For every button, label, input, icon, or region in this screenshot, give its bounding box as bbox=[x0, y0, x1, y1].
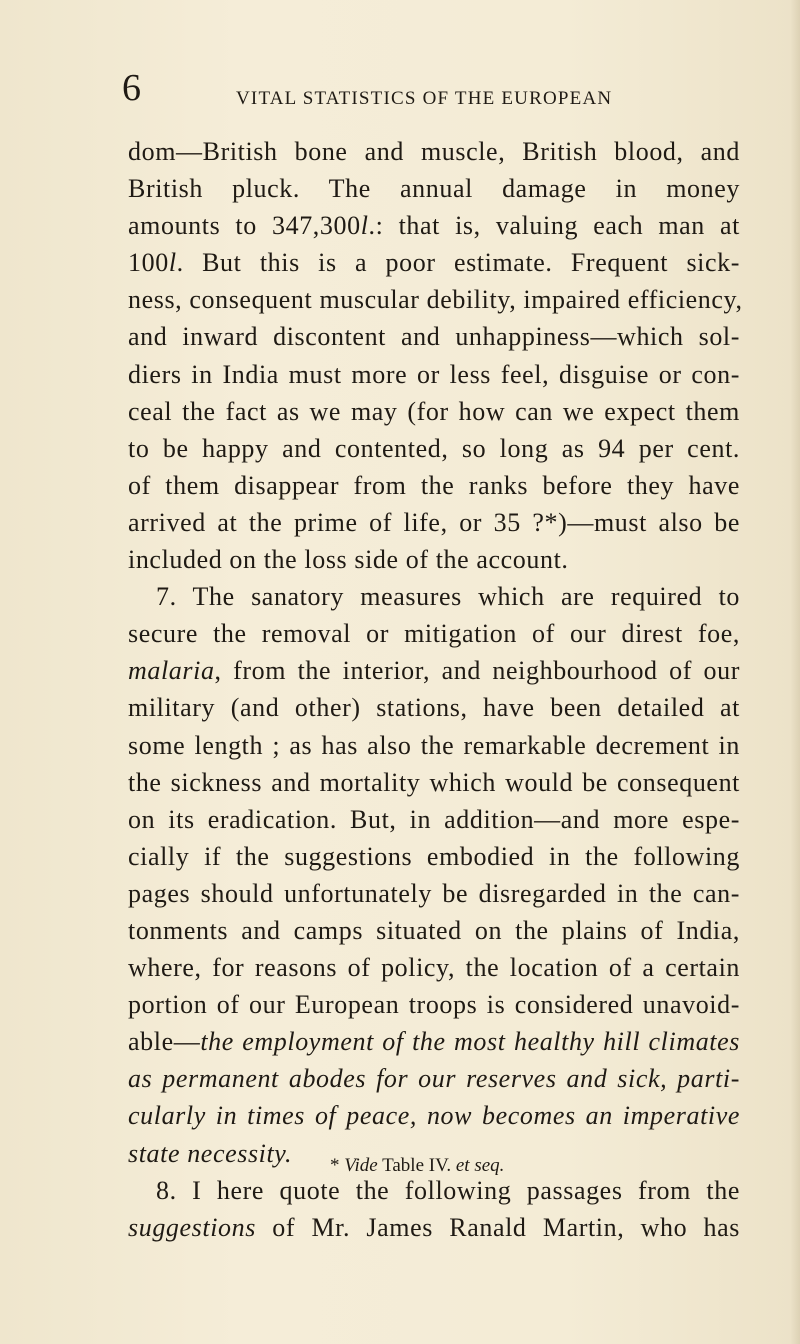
text-line: as permanent abodes for our reserves and sick, parti- bbox=[128, 1064, 740, 1094]
text-line: dom—British bone and muscle, British blood, and bbox=[128, 137, 740, 166]
text-line: portion of our European troops is considered unavoid- bbox=[128, 990, 740, 1020]
text-line: able—the employment of the most healthy hill climates bbox=[128, 1027, 740, 1057]
text-line: pages should unfortunately be disregarded in the can- bbox=[128, 878, 740, 908]
text-line: British pluck. The annual damage in money bbox=[128, 174, 740, 204]
footnote: * Vide Table IV. et seq. bbox=[330, 1155, 505, 1176]
page-number: 6 bbox=[122, 67, 141, 109]
text-line: cularly in times of peace, now becomes an imperative bbox=[128, 1101, 740, 1131]
text-line: ness, consequent muscular debility, impaired efficiency, bbox=[128, 285, 743, 315]
text-line: to be happy and contented, so long as 94 per cent. bbox=[128, 433, 740, 463]
text-line: tonments and camps situated on the plains of India, bbox=[128, 915, 740, 945]
text-line: military (and other) stations, have been detailed at bbox=[128, 693, 740, 723]
paragraph-8-start: 8. I here quote the following passages from the bbox=[156, 1175, 740, 1205]
page-edge-shadow bbox=[790, 0, 800, 1344]
text-line: secure the removal or mitigation of our direst foe, bbox=[128, 619, 740, 649]
text-line: 100l. But this is a poor estimate. Frequent sick- bbox=[128, 248, 740, 278]
paragraph-7-start: 7. The sanatory measures which are required to bbox=[156, 582, 740, 612]
body-text bbox=[128, 133, 743, 1246]
text-line: cially if the suggestions embodied in the following bbox=[128, 841, 740, 871]
text-line: malaria, from the interior, and neighbourhood of our bbox=[128, 656, 740, 686]
text-line: some length ; as has also the remarkable decrement in bbox=[128, 730, 740, 760]
text-line: and inward discontent and unhappiness—which sol- bbox=[128, 322, 740, 352]
page-header bbox=[110, 67, 710, 118]
text-line: of them disappear from the ranks before they have bbox=[128, 470, 740, 500]
text-line: included on the loss side of the account. bbox=[128, 545, 569, 575]
text-line: where, for reasons of policy, the location of a certain bbox=[128, 953, 740, 983]
text-line: suggestions of Mr. James Ranald Martin, who has bbox=[128, 1212, 740, 1242]
running-head: VITAL STATISTICS OF THE EUROPEAN bbox=[236, 88, 613, 109]
text-line: the sickness and mortality which would be consequent bbox=[128, 767, 740, 797]
text-line: arrived at the prime of life, or 35 ?*)—must also be bbox=[128, 507, 740, 537]
text-line: state necessity. bbox=[128, 1138, 293, 1168]
text-line: on its eradication. But, in addition—and more espe- bbox=[128, 804, 740, 834]
text-line: amounts to 347,300l.: that is, valuing each man at bbox=[128, 211, 740, 241]
text-line: ceal the fact as we may (for how can we expect them bbox=[128, 396, 740, 426]
text-line: diers in India must more or less feel, disguise or con- bbox=[128, 359, 740, 389]
